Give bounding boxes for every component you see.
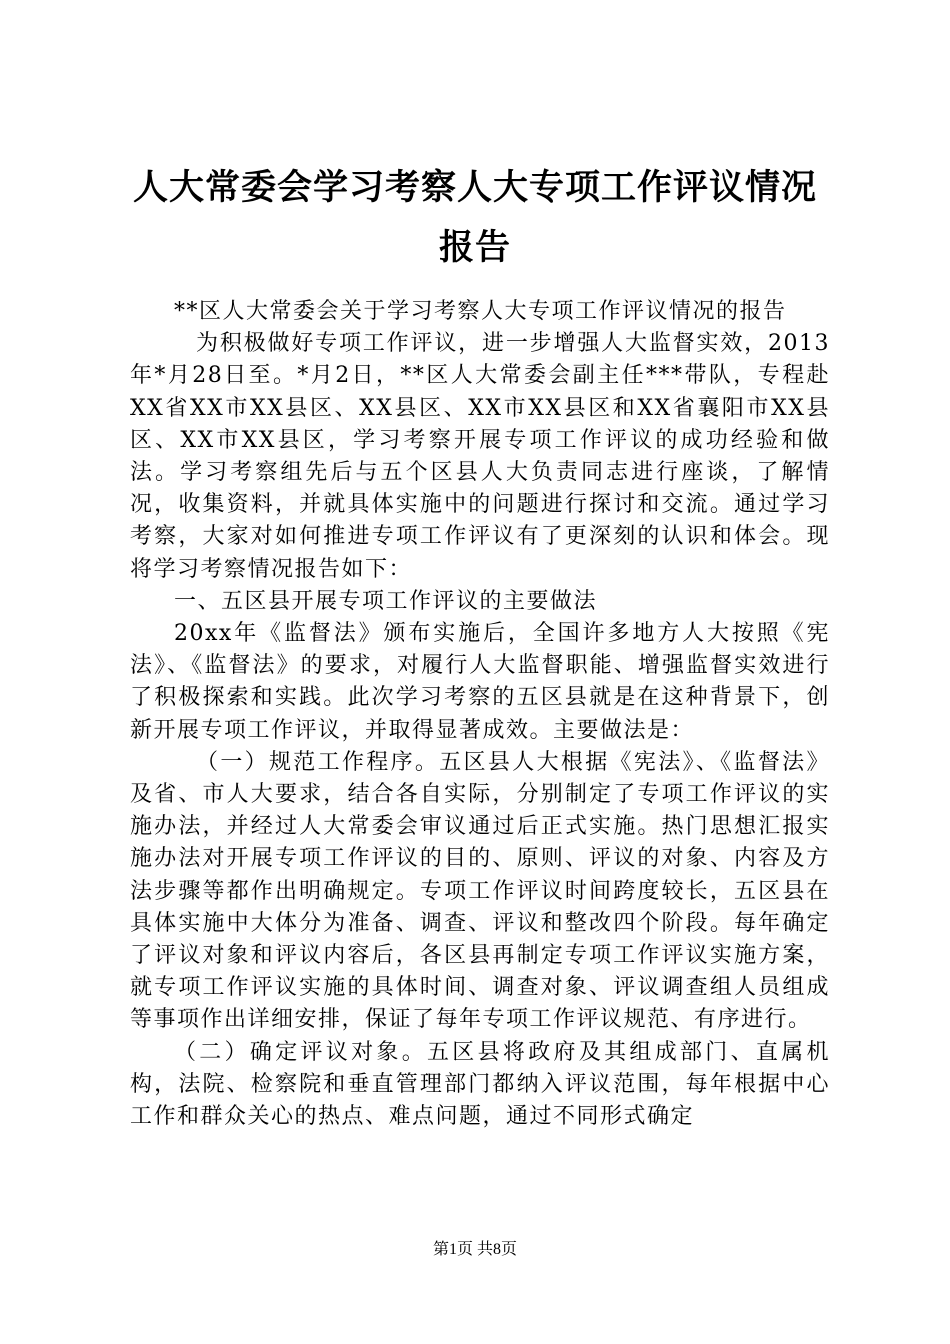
paragraph-introduction: 为积极做好专项工作评议，进一步增强人大监督实效，2013年*月28日至。*月2日，**区人大常委会副主任***带队，专程赴XX省XX市XX县区、XX县区、XX市XX县区和XX省襄阳市XX县区、XX市XX县区，学习考察开展专项工作评议的成功经验和做法。学习考察组先后与五个区县人大负责同志进行座谈，了解情况，收集资料，并就具体实施中的问题进行探讨和交流。通过学习考察，大家对如何推进专项工作评议有了更深刻的认识和体会。现将学习考察情况报告如下：	[130, 331, 830, 582]
paragraph-background: 20xx年《监督法》颁布实施后，全国许多地方人大按照《宪法》、《监督法》的要求，对履行人大监督职能、增强监督实效进行了积极探索和实践。此次学习考察的五区县就是在这种背景下，创新开展专项工作评议，并取得显著成效。主要做法是：	[130, 621, 830, 743]
paragraph-report-heading: **区人大常委会关于学习考察人大专项工作评议情况的报告	[174, 299, 787, 324]
paragraph-standardize-procedures: （一）规范工作程序。五区县人大根据《宪法》、《监督法》及省、市人大要求，结合各自实际，分别制定了专项工作评议的实施办法，并经过人大常委会审议通过后正式实施。热门思想汇报实施办法对开展专项工作评议的目的、原则、评议的对象、内容及方法步骤等都作出明确规定。专项工作评议时间跨度较长，五区县在具体实施中大体分为准备、调查、评议和整改四个阶段。每年确定了评议对象和评议内容后，各区县再制定专项工作评议实施方案，就专项工作评议实施的具体时间、调查对象、评议调查组人员组成等事项作出详细安排，保证了每年专项工作评议规范、有序进行。	[130, 749, 830, 1033]
page-footer: 第1页 共8页	[432, 1241, 517, 1258]
section-heading-main-practices: 一、五区县开展专项工作评议的主要做法	[174, 588, 598, 614]
paragraph-determine-objects: （二）确定评议对象。五区县将政府及其组成部门、直属机构，法院、检察院和垂直管理部门都纳入评议范围，每年根据中心工作和群众关心的热点、难点问题，通过不同形式确定	[130, 1039, 830, 1130]
document-title: 人大常委会学习考察人大专项工作评议情况报告	[132, 167, 817, 268]
document-body	[130, 296, 830, 1133]
